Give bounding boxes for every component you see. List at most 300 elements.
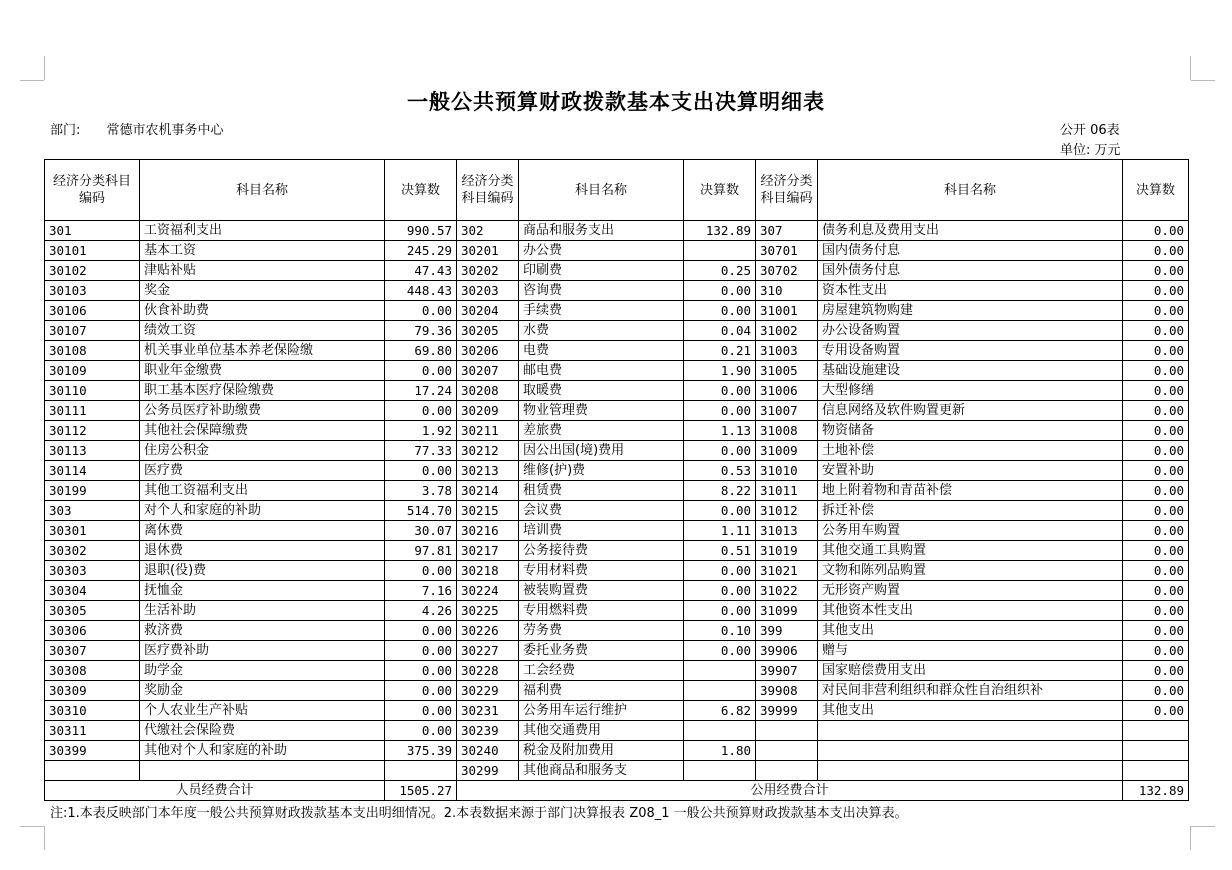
amount-cell-3: 0.00	[1123, 261, 1189, 281]
table-row	[45, 761, 1189, 781]
amount-cell-3: 0.00	[1123, 521, 1189, 541]
item-name-cell-2: 维修(护)费	[519, 461, 684, 481]
amount-cell-1: 69.80	[385, 341, 457, 361]
code-cell-2: 30227	[457, 641, 519, 661]
amount-cell-1: 17.24	[385, 381, 457, 401]
amount-cell-2: 132.89	[684, 221, 756, 241]
amount-cell-2: 0.00	[684, 561, 756, 581]
amount-cell-2	[684, 241, 756, 261]
footnote: 注:1.本表反映部门本年度一般公共预算财政拨款基本支出明细情况。2.本表数据来源于部门决算报表 Z08_1 一般公共预算财政拨款基本支出决算表。	[50, 806, 908, 821]
amount-cell-1: 79.36	[385, 321, 457, 341]
item-name-cell-3	[818, 741, 1123, 761]
amount-cell-3: 0.00	[1123, 281, 1189, 301]
amount-cell-2: 0.00	[684, 301, 756, 321]
code-cell-3: 30702	[756, 261, 818, 281]
code-cell-3: 31006	[756, 381, 818, 401]
amount-cell-3: 0.00	[1123, 321, 1189, 341]
code-cell-2: 30215	[457, 501, 519, 521]
amount-cell-2: 0.00	[684, 441, 756, 461]
amount-cell-3: 0.00	[1123, 661, 1189, 681]
code-cell-1: 30301	[45, 521, 140, 541]
amount-cell-3: 0.00	[1123, 701, 1189, 721]
expenditure-table	[44, 159, 1189, 801]
item-name-cell-2: 邮电费	[519, 361, 684, 381]
item-name-cell-3	[818, 721, 1123, 741]
item-name-cell-3: 国家赔偿费用支出	[818, 661, 1123, 681]
crop-mark	[20, 80, 44, 81]
code-cell-1: 30110	[45, 381, 140, 401]
table-row	[45, 501, 1189, 521]
code-cell-1: 30310	[45, 701, 140, 721]
table-row	[45, 461, 1189, 481]
item-name-cell-2: 会议费	[519, 501, 684, 521]
amount-cell-2: 0.10	[684, 621, 756, 641]
amount-cell-2	[684, 761, 756, 781]
amount-cell-3: 0.00	[1123, 361, 1189, 381]
item-name-cell-1: 职工基本医疗保险缴费	[140, 381, 385, 401]
code-cell-3: 31008	[756, 421, 818, 441]
amount-cell-1: 0.00	[385, 361, 457, 381]
table-row	[45, 521, 1189, 541]
item-name-cell-2: 取暖费	[519, 381, 684, 401]
amount-cell-1: 0.00	[385, 701, 457, 721]
code-cell-1: 30111	[45, 401, 140, 421]
code-cell-2: 30208	[457, 381, 519, 401]
item-name-cell-1: 其他工资福利支出	[140, 481, 385, 501]
code-cell-1: 30303	[45, 561, 140, 581]
amount-cell-3: 0.00	[1123, 301, 1189, 321]
amount-cell-2: 1.13	[684, 421, 756, 441]
amount-cell-3: 0.00	[1123, 241, 1189, 261]
code-cell-2: 30239	[457, 721, 519, 741]
header-code-1: 经济分类科目编码	[45, 160, 140, 221]
code-cell-1: 30103	[45, 281, 140, 301]
amount-cell-2: 0.21	[684, 341, 756, 361]
item-name-cell-3: 对民间非营利组织和群众性自治组织补	[818, 681, 1123, 701]
item-name-cell-2: 公务接待费	[519, 541, 684, 561]
amount-cell-3: 0.00	[1123, 401, 1189, 421]
item-name-cell-3: 地上附着物和青苗补偿	[818, 481, 1123, 501]
item-name-cell-1: 奖励金	[140, 681, 385, 701]
amount-cell-3: 0.00	[1123, 681, 1189, 701]
item-name-cell-2: 咨询费	[519, 281, 684, 301]
code-cell-3	[756, 741, 818, 761]
item-name-cell-2: 工会经费	[519, 661, 684, 681]
code-cell-3: 310	[756, 281, 818, 301]
item-name-cell-1: 退休费	[140, 541, 385, 561]
code-cell-1: 30112	[45, 421, 140, 441]
header-code-2: 经济分类科目编码	[457, 160, 519, 221]
item-name-cell-2: 专用燃料费	[519, 601, 684, 621]
amount-cell-2: 1.11	[684, 521, 756, 541]
amount-cell-1: 375.39	[385, 741, 457, 761]
amount-cell-2: 0.51	[684, 541, 756, 561]
code-cell-2: 30205	[457, 321, 519, 341]
amount-cell-1: 1.92	[385, 421, 457, 441]
item-name-cell-1: 抚恤金	[140, 581, 385, 601]
amount-cell-2: 0.00	[684, 401, 756, 421]
code-cell-3	[756, 721, 818, 741]
personnel-total-value: 1505.27	[385, 781, 457, 801]
code-cell-3: 31001	[756, 301, 818, 321]
code-cell-1: 30307	[45, 641, 140, 661]
item-name-cell-2: 福利费	[519, 681, 684, 701]
table-row	[45, 661, 1189, 681]
code-cell-1: 30102	[45, 261, 140, 281]
item-name-cell-1: 生活补助	[140, 601, 385, 621]
item-name-cell-2: 物业管理费	[519, 401, 684, 421]
amount-cell-2: 8.22	[684, 481, 756, 501]
header-code-3: 经济分类科目编码	[756, 160, 818, 221]
amount-cell-3	[1123, 741, 1189, 761]
unit-label: 单位: 万元	[1060, 143, 1121, 158]
table-row	[45, 441, 1189, 461]
item-name-cell-1: 对个人和家庭的补助	[140, 501, 385, 521]
item-name-cell-1: 伙食补助费	[140, 301, 385, 321]
table-number: 公开 06表	[1060, 123, 1120, 138]
item-name-cell-2: 劳务费	[519, 621, 684, 641]
item-name-cell-2: 因公出国(境)费用	[519, 441, 684, 461]
amount-cell-2: 1.90	[684, 361, 756, 381]
totals-row	[45, 781, 1189, 801]
crop-mark	[44, 826, 45, 850]
code-cell-3	[756, 761, 818, 781]
code-cell-2: 30226	[457, 621, 519, 641]
item-name-cell-2: 委托业务费	[519, 641, 684, 661]
amount-cell-2: 0.53	[684, 461, 756, 481]
item-name-cell-3: 其他支出	[818, 621, 1123, 641]
code-cell-1: 30311	[45, 721, 140, 741]
item-name-cell-1: 住房公积金	[140, 441, 385, 461]
amount-cell-3: 0.00	[1123, 501, 1189, 521]
table-row	[45, 381, 1189, 401]
amount-cell-1: 990.57	[385, 221, 457, 241]
table-row	[45, 581, 1189, 601]
department-name: 常德市农机事务中心	[106, 123, 224, 138]
table-row	[45, 321, 1189, 341]
amount-cell-3: 0.00	[1123, 541, 1189, 561]
header-amount-2: 决算数	[684, 160, 756, 221]
code-cell-1: 30308	[45, 661, 140, 681]
header-name-3: 科目名称	[818, 160, 1123, 221]
item-name-cell-2: 差旅费	[519, 421, 684, 441]
header-row	[45, 160, 1189, 221]
item-name-cell-3: 土地补偿	[818, 441, 1123, 461]
item-name-cell-2: 专用材料费	[519, 561, 684, 581]
public-total-label: 公用经费合计	[457, 781, 1123, 801]
code-cell-3: 31099	[756, 601, 818, 621]
item-name-cell-3: 信息网络及软件购置更新	[818, 401, 1123, 421]
table-row	[45, 741, 1189, 761]
table-row	[45, 281, 1189, 301]
table-row	[45, 701, 1189, 721]
amount-cell-3: 0.00	[1123, 441, 1189, 461]
code-cell-2: 30240	[457, 741, 519, 761]
code-cell-2: 30206	[457, 341, 519, 361]
code-cell-2: 30225	[457, 601, 519, 621]
code-cell-1: 30109	[45, 361, 140, 381]
amount-cell-2	[684, 721, 756, 741]
item-name-cell-3: 安置补助	[818, 461, 1123, 481]
amount-cell-2: 0.04	[684, 321, 756, 341]
code-cell-2: 30214	[457, 481, 519, 501]
code-cell-2: 30217	[457, 541, 519, 561]
header-amount-3: 决算数	[1123, 160, 1189, 221]
item-name-cell-3: 其他支出	[818, 701, 1123, 721]
amount-cell-2: 0.00	[684, 581, 756, 601]
amount-cell-1: 0.00	[385, 561, 457, 581]
code-cell-2: 30228	[457, 661, 519, 681]
table-row	[45, 721, 1189, 741]
amount-cell-1: 0.00	[385, 681, 457, 701]
code-cell-2: 302	[457, 221, 519, 241]
item-name-cell-3: 公务用车购置	[818, 521, 1123, 541]
item-name-cell-1: 其他社会保障缴费	[140, 421, 385, 441]
item-name-cell-1: 救济费	[140, 621, 385, 641]
amount-cell-1: 0.00	[385, 621, 457, 641]
item-name-cell-2: 被装购置费	[519, 581, 684, 601]
table-row	[45, 421, 1189, 441]
code-cell-2: 30216	[457, 521, 519, 541]
amount-cell-1: 47.43	[385, 261, 457, 281]
crop-mark	[1191, 826, 1215, 827]
item-name-cell-3: 资本性支出	[818, 281, 1123, 301]
code-cell-3: 31013	[756, 521, 818, 541]
amount-cell-3: 0.00	[1123, 221, 1189, 241]
amount-cell-3: 0.00	[1123, 341, 1189, 361]
amount-cell-1: 77.33	[385, 441, 457, 461]
item-name-cell-3: 其他交通工具购置	[818, 541, 1123, 561]
amount-cell-3: 0.00	[1123, 601, 1189, 621]
amount-cell-1: 4.26	[385, 601, 457, 621]
code-cell-1: 30101	[45, 241, 140, 261]
table-row	[45, 681, 1189, 701]
item-name-cell-3: 国外债务付息	[818, 261, 1123, 281]
item-name-cell-3: 专用设备购置	[818, 341, 1123, 361]
code-cell-3: 31010	[756, 461, 818, 481]
amount-cell-1: 0.00	[385, 721, 457, 741]
code-cell-1: 301	[45, 221, 140, 241]
code-cell-3: 31009	[756, 441, 818, 461]
code-cell-1: 30108	[45, 341, 140, 361]
item-name-cell-3: 基础设施建设	[818, 361, 1123, 381]
code-cell-2: 30231	[457, 701, 519, 721]
code-cell-1	[45, 761, 140, 781]
crop-mark	[1190, 826, 1191, 850]
amount-cell-1: 0.00	[385, 641, 457, 661]
item-name-cell-1: 机关事业单位基本养老保险缴	[140, 341, 385, 361]
item-name-cell-1: 奖金	[140, 281, 385, 301]
code-cell-1: 30114	[45, 461, 140, 481]
item-name-cell-2: 手续费	[519, 301, 684, 321]
department-line	[50, 119, 224, 138]
item-name-cell-3: 国内债务付息	[818, 241, 1123, 261]
item-name-cell-2: 公务用车运行维护	[519, 701, 684, 721]
table-row	[45, 221, 1189, 241]
code-cell-2: 30229	[457, 681, 519, 701]
amount-cell-3: 0.00	[1123, 421, 1189, 441]
code-cell-3: 30701	[756, 241, 818, 261]
item-name-cell-2: 办公费	[519, 241, 684, 261]
amount-cell-2	[684, 661, 756, 681]
amount-cell-1: 0.00	[385, 401, 457, 421]
header-name-1: 科目名称	[140, 160, 385, 221]
code-cell-3: 31007	[756, 401, 818, 421]
code-cell-3: 31021	[756, 561, 818, 581]
item-name-cell-3: 房屋建筑物购建	[818, 301, 1123, 321]
amount-cell-3: 0.00	[1123, 641, 1189, 661]
item-name-cell-3: 办公设备购置	[818, 321, 1123, 341]
code-cell-1: 30306	[45, 621, 140, 641]
item-name-cell-1: 医疗费	[140, 461, 385, 481]
amount-cell-2: 0.00	[684, 641, 756, 661]
code-cell-1: 303	[45, 501, 140, 521]
code-cell-3: 399	[756, 621, 818, 641]
code-cell-3: 31022	[756, 581, 818, 601]
amount-cell-1: 0.00	[385, 461, 457, 481]
table-row	[45, 621, 1189, 641]
code-cell-1: 30309	[45, 681, 140, 701]
table-row	[45, 561, 1189, 581]
code-cell-2: 30209	[457, 401, 519, 421]
public-total-value: 132.89	[1123, 781, 1189, 801]
code-cell-3: 31003	[756, 341, 818, 361]
item-name-cell-2: 培训费	[519, 521, 684, 541]
table-row	[45, 261, 1189, 281]
code-cell-1: 30199	[45, 481, 140, 501]
amount-cell-2: 0.25	[684, 261, 756, 281]
code-cell-3: 39907	[756, 661, 818, 681]
amount-cell-3: 0.00	[1123, 581, 1189, 601]
item-name-cell-1	[140, 761, 385, 781]
code-cell-3: 31005	[756, 361, 818, 381]
code-cell-1: 30113	[45, 441, 140, 461]
amount-cell-3	[1123, 721, 1189, 741]
page-title: 一般公共预算财政拨款基本支出决算明细表	[407, 89, 825, 114]
code-cell-2: 30211	[457, 421, 519, 441]
table-row	[45, 641, 1189, 661]
amount-cell-2: 0.00	[684, 281, 756, 301]
amount-cell-1: 97.81	[385, 541, 457, 561]
item-name-cell-1: 个人农业生产补贴	[140, 701, 385, 721]
header-amount-1: 决算数	[385, 160, 457, 221]
personnel-total-label: 人员经费合计	[45, 781, 385, 801]
table-row	[45, 541, 1189, 561]
amount-cell-1: 0.00	[385, 301, 457, 321]
amount-cell-1	[385, 761, 457, 781]
item-name-cell-2: 水费	[519, 321, 684, 341]
table-row	[45, 301, 1189, 321]
code-cell-3: 31002	[756, 321, 818, 341]
code-cell-2: 30213	[457, 461, 519, 481]
code-cell-2: 30224	[457, 581, 519, 601]
code-cell-3: 31012	[756, 501, 818, 521]
table-row	[45, 481, 1189, 501]
item-name-cell-2: 其他商品和服务支	[519, 761, 684, 781]
amount-cell-1: 3.78	[385, 481, 457, 501]
amount-cell-2: 6.82	[684, 701, 756, 721]
item-name-cell-1: 退职(役)费	[140, 561, 385, 581]
code-cell-2: 30218	[457, 561, 519, 581]
item-name-cell-1: 工资福利支出	[140, 221, 385, 241]
item-name-cell-1: 离休费	[140, 521, 385, 541]
amount-cell-1: 245.29	[385, 241, 457, 261]
item-name-cell-3: 其他资本性支出	[818, 601, 1123, 621]
table-row	[45, 401, 1189, 421]
code-cell-2: 30203	[457, 281, 519, 301]
item-name-cell-1: 公务员医疗补助缴费	[140, 401, 385, 421]
item-name-cell-1: 医疗费补助	[140, 641, 385, 661]
department-label: 部门:	[50, 123, 81, 138]
item-name-cell-3: 赠与	[818, 641, 1123, 661]
item-name-cell-1: 绩效工资	[140, 321, 385, 341]
table-row	[45, 601, 1189, 621]
code-cell-1: 30302	[45, 541, 140, 561]
header-name-2: 科目名称	[519, 160, 684, 221]
item-name-cell-3: 物资储备	[818, 421, 1123, 441]
crop-mark	[1191, 80, 1215, 81]
item-name-cell-1: 职业年金缴费	[140, 361, 385, 381]
code-cell-1: 30107	[45, 321, 140, 341]
table-row	[45, 241, 1189, 261]
code-cell-2: 30201	[457, 241, 519, 261]
code-cell-2: 30204	[457, 301, 519, 321]
amount-cell-3: 0.00	[1123, 461, 1189, 481]
item-name-cell-1: 津贴补贴	[140, 261, 385, 281]
code-cell-1: 30305	[45, 601, 140, 621]
amount-cell-2: 1.80	[684, 741, 756, 761]
amount-cell-2	[684, 681, 756, 701]
table-row	[45, 341, 1189, 361]
amount-cell-3	[1123, 761, 1189, 781]
item-name-cell-1: 其他对个人和家庭的补助	[140, 741, 385, 761]
amount-cell-3: 0.00	[1123, 621, 1189, 641]
code-cell-1: 30304	[45, 581, 140, 601]
item-name-cell-3: 文物和陈列品购置	[818, 561, 1123, 581]
amount-cell-2: 0.00	[684, 381, 756, 401]
item-name-cell-2: 税金及附加费用	[519, 741, 684, 761]
item-name-cell-2: 租赁费	[519, 481, 684, 501]
code-cell-3: 39999	[756, 701, 818, 721]
amount-cell-1: 30.07	[385, 521, 457, 541]
code-cell-1: 30399	[45, 741, 140, 761]
item-name-cell-1: 基本工资	[140, 241, 385, 261]
crop-mark	[44, 56, 45, 80]
item-name-cell-2: 印刷费	[519, 261, 684, 281]
item-name-cell-3: 无形资产购置	[818, 581, 1123, 601]
amount-cell-3: 0.00	[1123, 381, 1189, 401]
code-cell-2: 30299	[457, 761, 519, 781]
amount-cell-3: 0.00	[1123, 481, 1189, 501]
item-name-cell-1: 助学金	[140, 661, 385, 681]
crop-mark	[20, 826, 44, 827]
code-cell-3: 307	[756, 221, 818, 241]
item-name-cell-3: 大型修缮	[818, 381, 1123, 401]
amount-cell-2: 0.00	[684, 501, 756, 521]
amount-cell-1: 514.70	[385, 501, 457, 521]
amount-cell-1: 0.00	[385, 661, 457, 681]
amount-cell-3: 0.00	[1123, 561, 1189, 581]
item-name-cell-2: 电费	[519, 341, 684, 361]
code-cell-1: 30106	[45, 301, 140, 321]
code-cell-2: 30207	[457, 361, 519, 381]
table-row	[45, 361, 1189, 381]
item-name-cell-3: 拆迁补偿	[818, 501, 1123, 521]
amount-cell-1: 7.16	[385, 581, 457, 601]
crop-mark	[1190, 56, 1191, 80]
item-name-cell-3	[818, 761, 1123, 781]
code-cell-2: 30202	[457, 261, 519, 281]
